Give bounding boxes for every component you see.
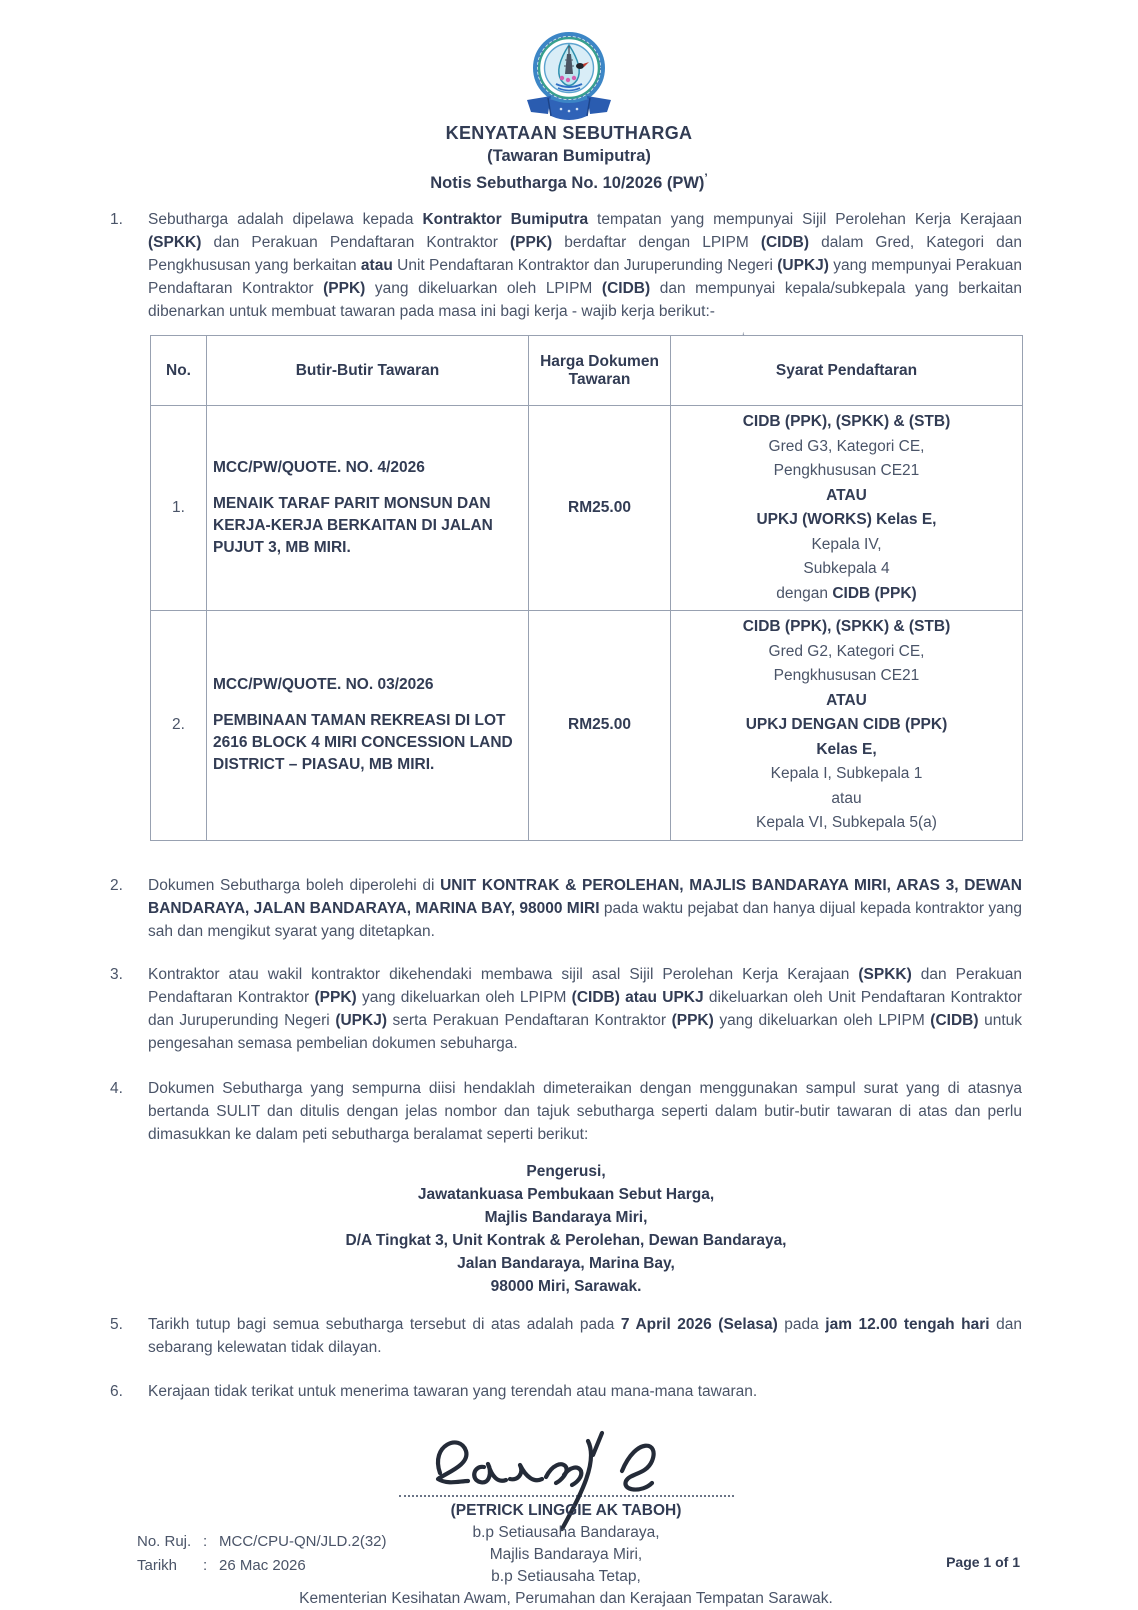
work-description: MENAIK TARAF PARIT MONSUN DAN KERJA-KERJA BERKAITAN DI JALAN PUJUT 3, MB MIRI. <box>213 495 493 556</box>
text-run: (UPKJ) <box>777 257 829 274</box>
signatory-role-line: b.p Setiausaha Bandaraya, <box>472 1523 660 1541</box>
requirement-line: CIDB (PPK), (SPKK) & (STB) <box>742 413 951 430</box>
text-run: Dokumen Sebutharga yang sempurna diisi hendaklah dimeteraikan dengan menggunakan sampul surat yang di atasnya bertanda SULIT dan ditulis dengan jelas nombor dan tajuk sebutharga seperti dalam butir-butir tawaran di atas dan perlu dimasukkan ke dalam peti sebutharga beralamat seperti berikut: <box>148 1079 1022 1143</box>
text-run: (PPK) <box>323 280 366 297</box>
text-run: atau <box>360 257 393 274</box>
page-number: Page 1 of 1 <box>946 1554 1020 1570</box>
text-run: pada waktu pejabat dan hanya dijual kepada kontraktor yang sah dan mengikut syarat yang ditetapkan. <box>148 899 1022 940</box>
notice-number <box>0 167 1138 194</box>
requirement-line: UPKJ (WORKS) Kelas E, <box>756 511 937 528</box>
clause-text <box>148 1077 1022 1146</box>
reference-number-row <box>137 1530 387 1554</box>
registration-requirements-cell <box>671 406 1023 611</box>
row-number: 1. <box>151 406 207 611</box>
table-row <box>151 611 1023 841</box>
colon: : <box>203 1557 208 1574</box>
clause-1 <box>110 208 1022 323</box>
requirement-line: ATAU <box>826 486 867 504</box>
clause-text <box>148 1380 1022 1403</box>
text-run: yang dikeluarkan oleh LPIPM <box>713 1011 931 1029</box>
quote-reference: MCC/PW/QUOTE. NO. 4/2026 <box>213 459 425 476</box>
text-run: (CIDB) atau UPKJ <box>571 988 704 1006</box>
text-run: berdaftar dengan LPIPM <box>552 234 761 251</box>
col-header-syarat: Syarat Pendaftaran <box>671 336 1023 406</box>
address-line: Jawatankuasa Pembukaan Sebut Harga, <box>417 1185 715 1203</box>
miri-city-council-crest-logo <box>506 30 632 122</box>
signature-block <box>110 1411 1022 1610</box>
text-run: (SPKK) <box>858 965 912 983</box>
clause-number: 4. <box>110 1079 123 1097</box>
clause-number: 6. <box>110 1382 123 1400</box>
clause-3 <box>110 963 1022 1055</box>
col-header-harga: Harga Dokumen Tawaran <box>529 336 671 406</box>
text-run: jam 12.00 tengah hari <box>825 1315 990 1333</box>
text-run: (SPKK) <box>148 234 202 251</box>
table-row <box>151 406 1023 611</box>
text-run: (CIDB) <box>760 234 810 251</box>
scan-artifact-tick: ʼ <box>704 171 708 185</box>
notice-number-text: Notis Sebutharga No. 10/2026 (PW) <box>430 174 705 192</box>
address-line: Majlis Bandaraya Miri, <box>484 1208 648 1226</box>
signatory-role-line: Kementerian Kesihatan Awam, Perumahan dan Kerajaan Tempatan Sarawak. <box>299 1589 833 1607</box>
document-price: RM25.00 <box>529 611 671 841</box>
clause-number: 2. <box>110 876 123 894</box>
requirement-line: UPKJ DENGAN CIDB (PPK) <box>745 716 948 733</box>
document-body <box>110 208 1022 1610</box>
text-run: Sebutharga adalah dipelawa kepada <box>148 211 423 228</box>
text-run: tempatan yang mempunyai Sijil Perolehan Kerja Kerajaan <box>588 211 1022 228</box>
clause-text <box>148 874 1022 943</box>
clause-text <box>148 208 1022 323</box>
table-header-row <box>151 336 1023 406</box>
reference-label: No. Ruj. <box>137 1533 192 1550</box>
document-subtitle: (Tawaran Bumiputra) <box>487 147 651 165</box>
col-header-no: No. <box>151 336 207 406</box>
requirement-line <box>677 582 1016 607</box>
text-run: CIDB (PPK) <box>832 584 917 602</box>
text-run: Dokumen Sebutharga boleh diperolehi di <box>148 876 441 894</box>
document-footer <box>137 1530 387 1578</box>
tender-details-cell <box>207 406 529 611</box>
text-run: (PPK) <box>314 988 357 1006</box>
text-run: (CIDB) <box>930 1011 979 1029</box>
signature-dotted-line <box>399 1495 734 1497</box>
document-price: RM25.00 <box>529 406 671 611</box>
date-label: Tarikh <box>137 1557 178 1574</box>
text-run: dan Perakuan Pendaftaran Kontraktor <box>148 965 1022 1006</box>
row-number: 2. <box>151 611 207 841</box>
requirement-line: Subkepala 4 <box>803 560 890 577</box>
scan-artifact-mark: ʻ <box>742 330 745 345</box>
address-line: Pengerusi, <box>526 1162 606 1180</box>
clause-text <box>148 1313 1022 1359</box>
tender-table <box>150 335 1023 841</box>
text-run: yang dikeluarkan oleh LPIPM <box>365 280 602 297</box>
text-run: yang mempunyai Perakuan Pendaftaran Kontraktor <box>148 257 1022 297</box>
text-run: Kontraktor atau wakil kontraktor dikehendaki membawa sijil asal Sijil Perolehan Kerja Kerajaan <box>148 965 859 983</box>
requirement-line: CIDB (PPK), (SPKK) & (STB) <box>742 618 951 635</box>
requirement-line: Kepala I, Subkepala 1 <box>770 765 923 782</box>
requirement-line: atau <box>831 789 862 807</box>
text-run: dikeluarkan oleh Unit Pendaftaran Kontraktor dan Juruperunding Negeri <box>148 988 1023 1029</box>
clause-6 <box>110 1380 1022 1403</box>
handwritten-signature <box>401 1411 731 1507</box>
requirement-line: Gred G3, Kategori CE, <box>768 437 925 455</box>
text-run: dalam Gred, Kategori dan Pengkhususan yang berkaitan <box>148 234 1022 274</box>
text-run: 7 April 2026 (Selasa) <box>620 1315 778 1333</box>
text-run: (CIDB) <box>601 280 651 297</box>
signatory-name: (PETRICK LINGGIE AK TABOH) <box>450 1501 682 1519</box>
document-header <box>0 0 1138 194</box>
address-line: 98000 Miri, Sarawak. <box>490 1277 642 1295</box>
text-run: dan sebarang kelewatan tidak dilayan. <box>148 1315 1022 1356</box>
col-header-butir: Butir-Butir Tawaran <box>207 336 529 406</box>
address-line: Jalan Bandaraya, Marina Bay, <box>457 1254 675 1272</box>
reference-value: MCC/CPU-QN/JLD.2(32) <box>219 1533 387 1550</box>
clause-4 <box>110 1077 1022 1146</box>
submission-address-block <box>110 1160 1022 1298</box>
clause-number: 3. <box>110 965 123 983</box>
text-run: serta Perakuan Pendaftaran Kontraktor <box>386 1011 672 1029</box>
document-title: KENYATAAN SEBUTHARGA <box>445 123 693 143</box>
clause-text <box>148 963 1022 1055</box>
signatory-role-line: b.p Setiausaha Tetap, <box>491 1567 641 1585</box>
registration-requirements-cell <box>671 611 1023 841</box>
clause-number: 5. <box>110 1315 123 1333</box>
clause-number: 1. <box>110 211 123 228</box>
text-run: untuk pengesahan semasa pembelian dokumen sebuharga. <box>148 1011 1022 1052</box>
text-run: Unit Pendaftaran Kontraktor dan Juruperunding Negeri <box>392 257 778 274</box>
colon: : <box>203 1533 208 1550</box>
clause-2 <box>110 874 1022 943</box>
text-run: pada <box>777 1315 826 1333</box>
text-run: Kerajaan tidak terikat untuk menerima tawaran yang terendah atau mana-mana tawaran. <box>148 1382 758 1400</box>
requirement-line: Kepala VI, Subkepala 5(a) <box>756 814 937 831</box>
text-run: Kontraktor Bumiputra <box>422 211 589 228</box>
work-description: PEMBINAAN TAMAN REKREASI DI LOT 2616 BLOCK 4 MIRI CONCESSION LAND DISTRICT – PIASAU, MB MIRI. <box>213 712 513 774</box>
requirement-line: Kelas E, <box>816 740 877 758</box>
tender-details-cell <box>207 611 529 841</box>
requirement-line: Kepala IV, <box>811 535 882 553</box>
text-run: yang dikeluarkan oleh LPIPM <box>356 988 572 1006</box>
text-run: (PPK) <box>510 234 553 251</box>
date-value: 26 Mac 2026 <box>219 1557 306 1574</box>
text-run: (PPK) <box>671 1011 714 1029</box>
text-run: UNIT KONTRAK & PEROLEHAN, MAJLIS BANDARAYA MIRI, ARAS 3, DEWAN BANDARAYA, JALAN BANDARAYA, MARINA BAY, 98000 MIRI <box>148 876 1022 917</box>
address-line: D/A Tingkat 3, Unit Kontrak & Perolehan, Dewan Bandaraya, <box>345 1231 787 1249</box>
signatory-role-line: Majlis Bandaraya Miri, <box>489 1545 643 1563</box>
requirement-line: ATAU <box>826 691 867 709</box>
date-row <box>137 1554 387 1578</box>
text-run: dengan <box>776 584 833 602</box>
clause-5 <box>110 1313 1022 1359</box>
text-run: dan Perakuan Pendaftaran Kontraktor <box>201 234 510 251</box>
text-run: dan mempunyai kepala/subkepala yang berkaitan dibenarkan untuk membuat tawaran pada masa ini bagi kerja - wajib kerja berikut:- <box>148 280 1022 320</box>
requirement-line: Pengkhususan CE21 <box>773 462 920 479</box>
requirement-line: Pengkhususan CE21 <box>773 667 920 684</box>
text-run: (UPKJ) <box>335 1011 387 1029</box>
requirement-line: Gred G2, Kategori CE, <box>768 642 925 660</box>
text-run: Tarikh tutup bagi semua sebutharga tersebut di atas adalah pada <box>148 1315 621 1333</box>
quote-reference: MCC/PW/QUOTE. NO. 03/2026 <box>213 676 434 694</box>
